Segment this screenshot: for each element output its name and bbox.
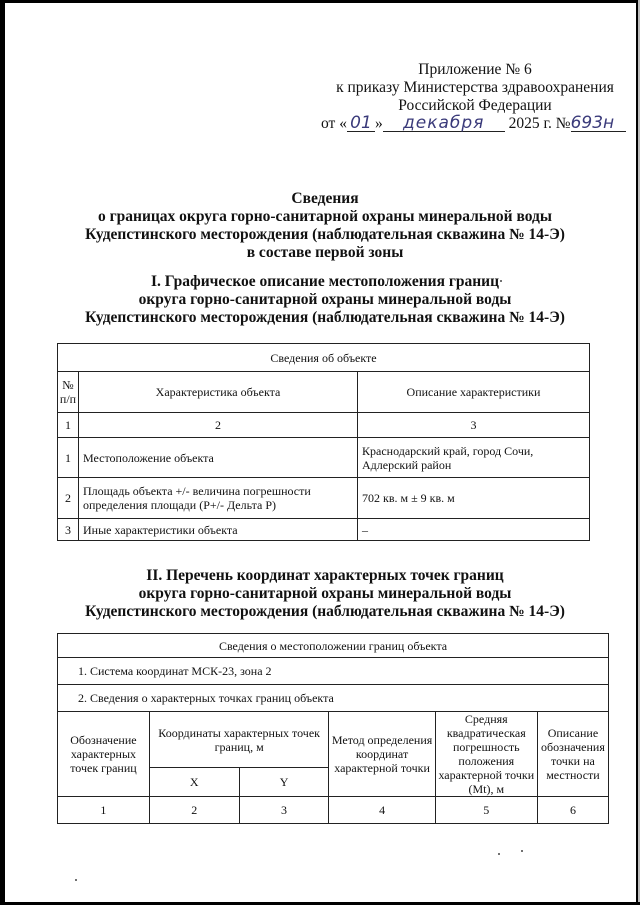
- scan-edge-left: [0, 0, 5, 905]
- row-description: Краснодарский край, город Сочи, Адлерский район: [358, 438, 590, 478]
- section-1-heading: [60, 273, 590, 327]
- date-year: 2025 г. №: [508, 115, 571, 132]
- column-number: 6: [537, 797, 608, 824]
- header-point-designation: Обозначение характерных точек границ: [58, 712, 150, 797]
- header-mean-square-error: Средняя квадратическая погрешность положения характерной точки (Mt), м: [435, 712, 537, 797]
- scan-speck: [500, 280, 502, 282]
- column-number: 2: [79, 413, 358, 438]
- date-mid: »: [374, 115, 383, 132]
- scan-speck: [498, 853, 500, 855]
- column-number: 1: [58, 413, 79, 438]
- scan-speck: [75, 879, 77, 881]
- row-characteristic: Площадь объекта +/- величина погрешности определения площади (P+/- Дельта P): [79, 478, 358, 519]
- row-number: 2: [58, 478, 79, 519]
- handwritten-day: 01: [347, 115, 375, 132]
- header-x: X: [149, 768, 239, 797]
- column-number: 3: [239, 797, 329, 824]
- row-characteristic: Иные характеристики объекта: [79, 519, 358, 541]
- header-number: № п/п: [58, 372, 79, 413]
- row-characteristic: Местоположение объекта: [79, 438, 358, 478]
- document-title: [60, 190, 590, 262]
- title-line: о границах округа горно-санитарной охраны минеральной воды: [97, 208, 552, 225]
- table-row: [58, 478, 590, 519]
- table-caption: Сведения о местоположении границ объекта: [58, 634, 609, 658]
- header-coordinates: Координаты характерных точек границ, м: [149, 712, 329, 768]
- heading-line: II. Перечень координат характерных точек границ: [146, 567, 504, 584]
- points-info-row: 2. Сведения о характерных точках границ объекта: [58, 685, 609, 712]
- header-characteristic: Характеристика объекта: [79, 372, 358, 413]
- approval-stamp: [321, 61, 625, 133]
- date-prefix: от «: [321, 115, 347, 132]
- row-number: 3: [58, 519, 79, 541]
- header-point-description: Описание обозначения точки на местности: [537, 712, 608, 797]
- scan-edge-top: [0, 0, 640, 3]
- column-number: 1: [58, 797, 150, 824]
- row-description: –: [358, 519, 590, 541]
- header-method: Метод определения координат характерной точки: [329, 712, 435, 797]
- boundary-coordinates-table: [57, 633, 609, 824]
- table-row: [58, 519, 590, 541]
- heading-line: округа горно-санитарной охраны минеральной воды: [138, 291, 512, 308]
- column-number: 3: [358, 413, 590, 438]
- ministry-country: Российской Федерации: [398, 97, 552, 114]
- title-line: в составе первой зоны: [246, 244, 404, 261]
- heading-line: I. Графическое описание местоположения границ: [150, 273, 500, 290]
- section-2-heading: [60, 567, 590, 621]
- order-ref: к приказу Министерства здравоохранения: [336, 79, 614, 96]
- scan-speck: [521, 850, 523, 852]
- heading-line: округа горно-санитарной охраны минеральной воды: [138, 585, 512, 602]
- title-line: Кудепстинского месторождения (наблюдательная скважина № 14-Э): [85, 226, 565, 243]
- row-description: 702 кв. м ± 9 кв. м: [358, 478, 590, 519]
- header-y: Y: [239, 768, 329, 797]
- column-number: 2: [149, 797, 239, 824]
- order-date-line: [321, 115, 625, 133]
- title-line: Сведения: [291, 190, 359, 207]
- object-info-table: [57, 343, 590, 541]
- row-number: 1: [58, 438, 79, 478]
- appendix-number: Приложение № 6: [418, 61, 532, 78]
- column-number: 5: [435, 797, 537, 824]
- table-row: [58, 438, 590, 478]
- column-number: 4: [329, 797, 435, 824]
- header-description: Описание характеристики: [358, 372, 590, 413]
- heading-line: Кудепстинского месторождения (наблюдательная скважина № 14-Э): [85, 309, 565, 326]
- coordinate-system-row: 1. Система координат МСК-23, зона 2: [58, 658, 609, 685]
- handwritten-month: декабря: [383, 115, 505, 132]
- heading-line: Кудепстинского месторождения (наблюдательная скважина № 14-Э): [85, 603, 565, 620]
- table-caption: Сведения об объекте: [58, 344, 590, 372]
- handwritten-order-number: 693н: [571, 115, 626, 132]
